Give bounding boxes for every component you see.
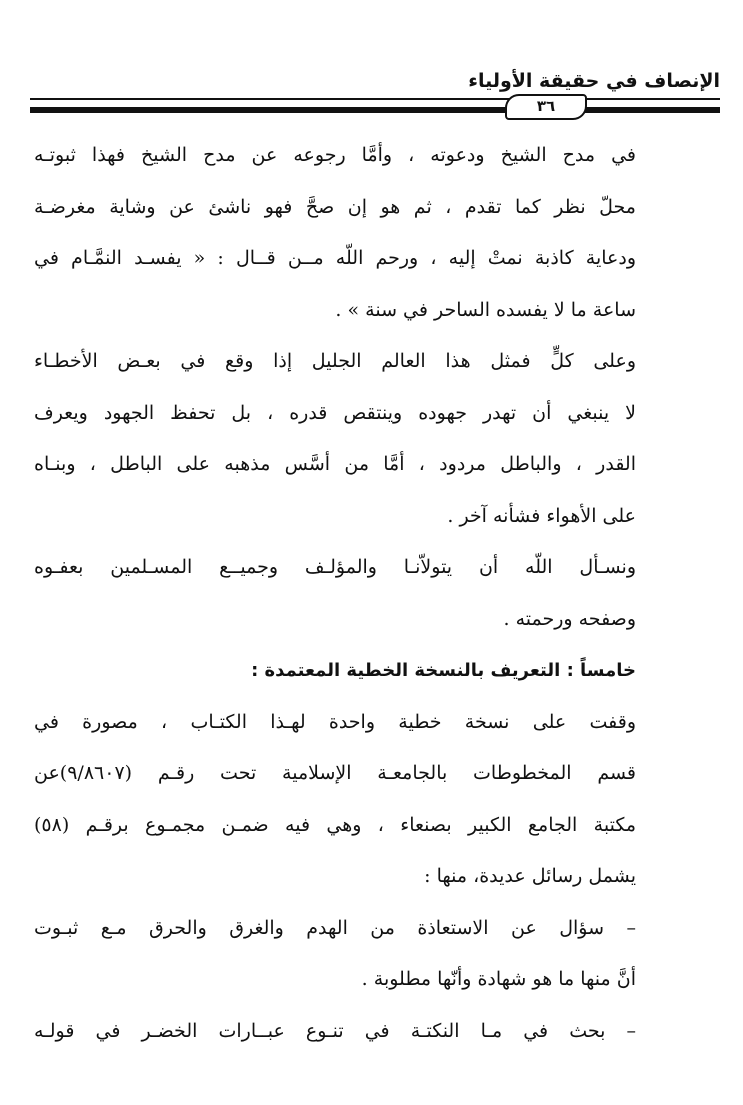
section-heading: خامساً : التعريف بالنسخة الخطية المعتمدة : bbox=[251, 660, 636, 681]
header-rule-thick bbox=[30, 107, 720, 113]
text-line: ونسـأل اللّه أن يتولاّنـا والمؤلـف وجميــع المسـلمين بعفـوه bbox=[34, 556, 636, 578]
text-line: أنَّ منها ما هو شهادة وأنّها مطلوبة . bbox=[361, 968, 636, 990]
text-line: مكتبة الجامع الكبير بصنعاء ، وهي فيه ضمـن مجمـوع برقـم (٥٨) bbox=[34, 813, 636, 836]
text-line: وقفت على نسخة خطية واحدة لهـذا الكتـاب ، مصورة في bbox=[34, 710, 636, 733]
text-line: محلّ نظر كما تقدم ، ثم هو إن صحَّ فهو ناشئ عن وشاية مغرضـة bbox=[34, 195, 636, 218]
page-number: ٣٦ bbox=[505, 94, 587, 120]
text-line: – بحث في مـا النكتـة في تنـوع عبــارات الخضـر في قولـه bbox=[34, 1019, 636, 1042]
text-line: ودعاية كاذبة نمتْ إليه ، ورحم اللّه مــن قــال : « يفسـد النمَّـام في bbox=[34, 247, 636, 269]
text-line: وعلى كلٍّ فمثل هذا العالم الجليل إذا وقع في بعـض الأخطـاء bbox=[34, 350, 636, 372]
body-text bbox=[34, 130, 636, 1057]
text-line: في مدح الشيخ ودعوته ، وأمَّا رجوعه عن مدح الشيخ فهذا ثبوتـه bbox=[34, 144, 636, 166]
text-line: – سؤال عن الاستعاذة من الهدم والغرق والحرق مـع ثبـوت bbox=[34, 916, 636, 939]
text-line: وصفحه ورحمته . bbox=[503, 607, 636, 630]
text-line: على الأهواء فشأنه آخر . bbox=[447, 504, 636, 527]
page-header bbox=[30, 70, 720, 130]
text-line: يشمل رسائل عديدة، منها : bbox=[424, 865, 636, 887]
text-line: لا ينبغي أن تهدر جهوده وينتقص قدره ، بل تحفظ الجهود ويعرف bbox=[34, 401, 636, 424]
text-line: قسم المخطوطات بالجامعـة الإسلامية تحت رقـم (٩/٨٦٠٧)عن bbox=[34, 762, 636, 784]
text-line: ساعة ما لا يفسده الساحر في سنة » . bbox=[335, 298, 636, 321]
header-rule-thin bbox=[30, 98, 720, 100]
text-line: القدر ، والباطل مردود ، أمَّا من أسَّس مذهبه على الباطل ، وبنـاه bbox=[34, 453, 636, 475]
running-title: الإنصاف في حقيقة الأولياء bbox=[468, 70, 720, 92]
